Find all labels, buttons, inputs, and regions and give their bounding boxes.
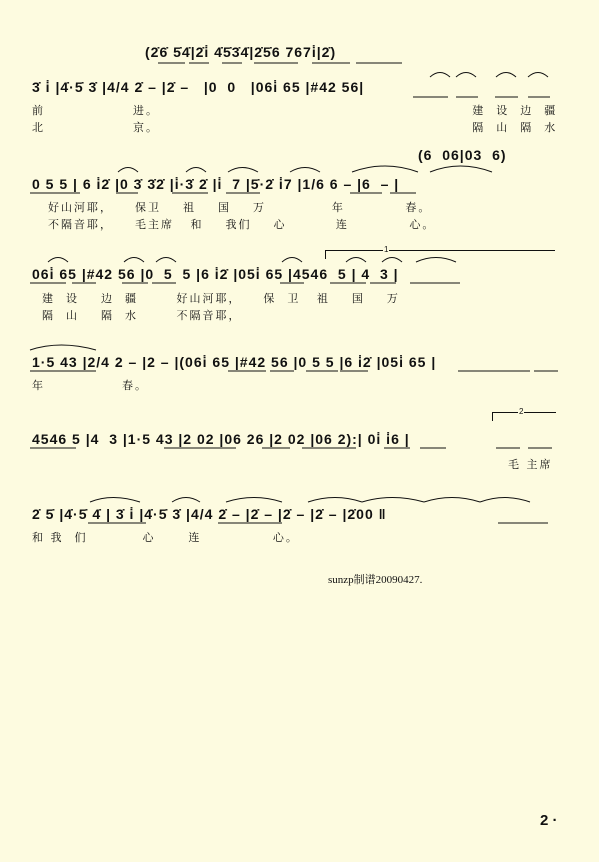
system-5-lyrics-verse-1: 毛 主席 <box>508 458 553 471</box>
system-2-intro: (6 06|03 6) <box>418 147 507 163</box>
arranger-credit: sunzp制谱20090427. <box>328 574 423 586</box>
slur <box>124 258 144 263</box>
slur <box>90 498 140 503</box>
slur <box>456 73 476 78</box>
slur <box>48 258 68 263</box>
slur <box>480 498 530 503</box>
system-1-lyrics-verse-2: 北 京。 隔 山 隔 水 <box>32 121 558 134</box>
slur <box>186 168 206 173</box>
slur <box>30 345 96 350</box>
system-1-lyrics-verse-1: 前 进。 建 设 边 疆 <box>32 104 558 117</box>
volta-number-2: 2 <box>519 407 524 416</box>
system-3-lyrics-verse-1: 建 设 边 疆 好山河耶， 保 卫 祖 国 万 <box>42 292 400 305</box>
slur <box>156 258 176 263</box>
volta-number-1: 1 <box>384 245 389 254</box>
system-6-lyrics-verse-1: 和 我 们 心 连 心。 <box>32 531 299 544</box>
system-6-notes: 2̇ 5̇ |4̇·5̇ 4̇ | 3̇ i̇ |4̇·5̇ 3̇ |4/4 2̇ – |2̇ – |2̇ – |2̇ – |2̇00 ‖ <box>32 506 387 522</box>
system-4-lyrics-verse-1: 年 春。 <box>32 379 148 392</box>
system-2-lyrics-verse-1: 好山河耶， 保卫 祖 国 万 年 春。 <box>48 201 432 214</box>
slur <box>290 168 320 173</box>
system-3-lyrics-verse-2: 隔 山 隔 水 不隔音耶， <box>42 309 242 322</box>
slur <box>228 168 258 173</box>
slur <box>496 73 516 78</box>
slur <box>416 258 456 263</box>
slur <box>308 498 362 503</box>
slur <box>346 258 366 263</box>
slur <box>362 498 424 503</box>
slur <box>172 498 200 503</box>
slur <box>430 166 492 172</box>
system-3-notes: 06i̇ 65 |#42 56 |0 5 5 |6 i̇2̇ |05i̇ 65 |4546 5 | 4 3 | <box>32 266 399 282</box>
system-2-notes: 0 5 5 | 6 i̇2̇ |0 3̇ 3̇2̇ |i̇·3̇ 2̇ |i̇ 7 |5̇·2̇ i̇7 |1/6 6 – |6 – | <box>32 176 400 192</box>
slur <box>382 258 402 263</box>
slur <box>118 168 138 173</box>
system-4-notes: 1·5 43 |2/4 2 – |2 – |(06i̇ 65 |#42 56 |0 5 5 |6 i̇2̇ |05i̇ 65 | <box>32 354 437 370</box>
page-number: 2 · <box>540 812 558 829</box>
slur <box>226 498 282 503</box>
system-2-lyrics-verse-2: 不隔音耶， 毛主席 和 我们 心 连 心。 <box>48 218 436 231</box>
slur <box>282 258 302 263</box>
slur <box>424 498 480 503</box>
system-1-intro: (2̇6̇ 5̇4̇|2̇i̇ 4̇5̇3̇4̇|2̇5̇6 767i̇|2̇) <box>145 44 337 60</box>
system-1-notes: 3̇ i̇ |4̇·5̇ 3̇ |4/4 2̇ – |2̇ – |0 0 |06i̇ 65 |#42 56| <box>32 79 365 95</box>
system-5-notes: 4546 5 |4 3 |1·5 43 |2 02 |06 26 |2 02 |06 2):| 0i̇ i̇6 | <box>32 431 410 447</box>
slur <box>352 166 418 172</box>
slur <box>528 73 548 78</box>
slur <box>430 73 450 78</box>
